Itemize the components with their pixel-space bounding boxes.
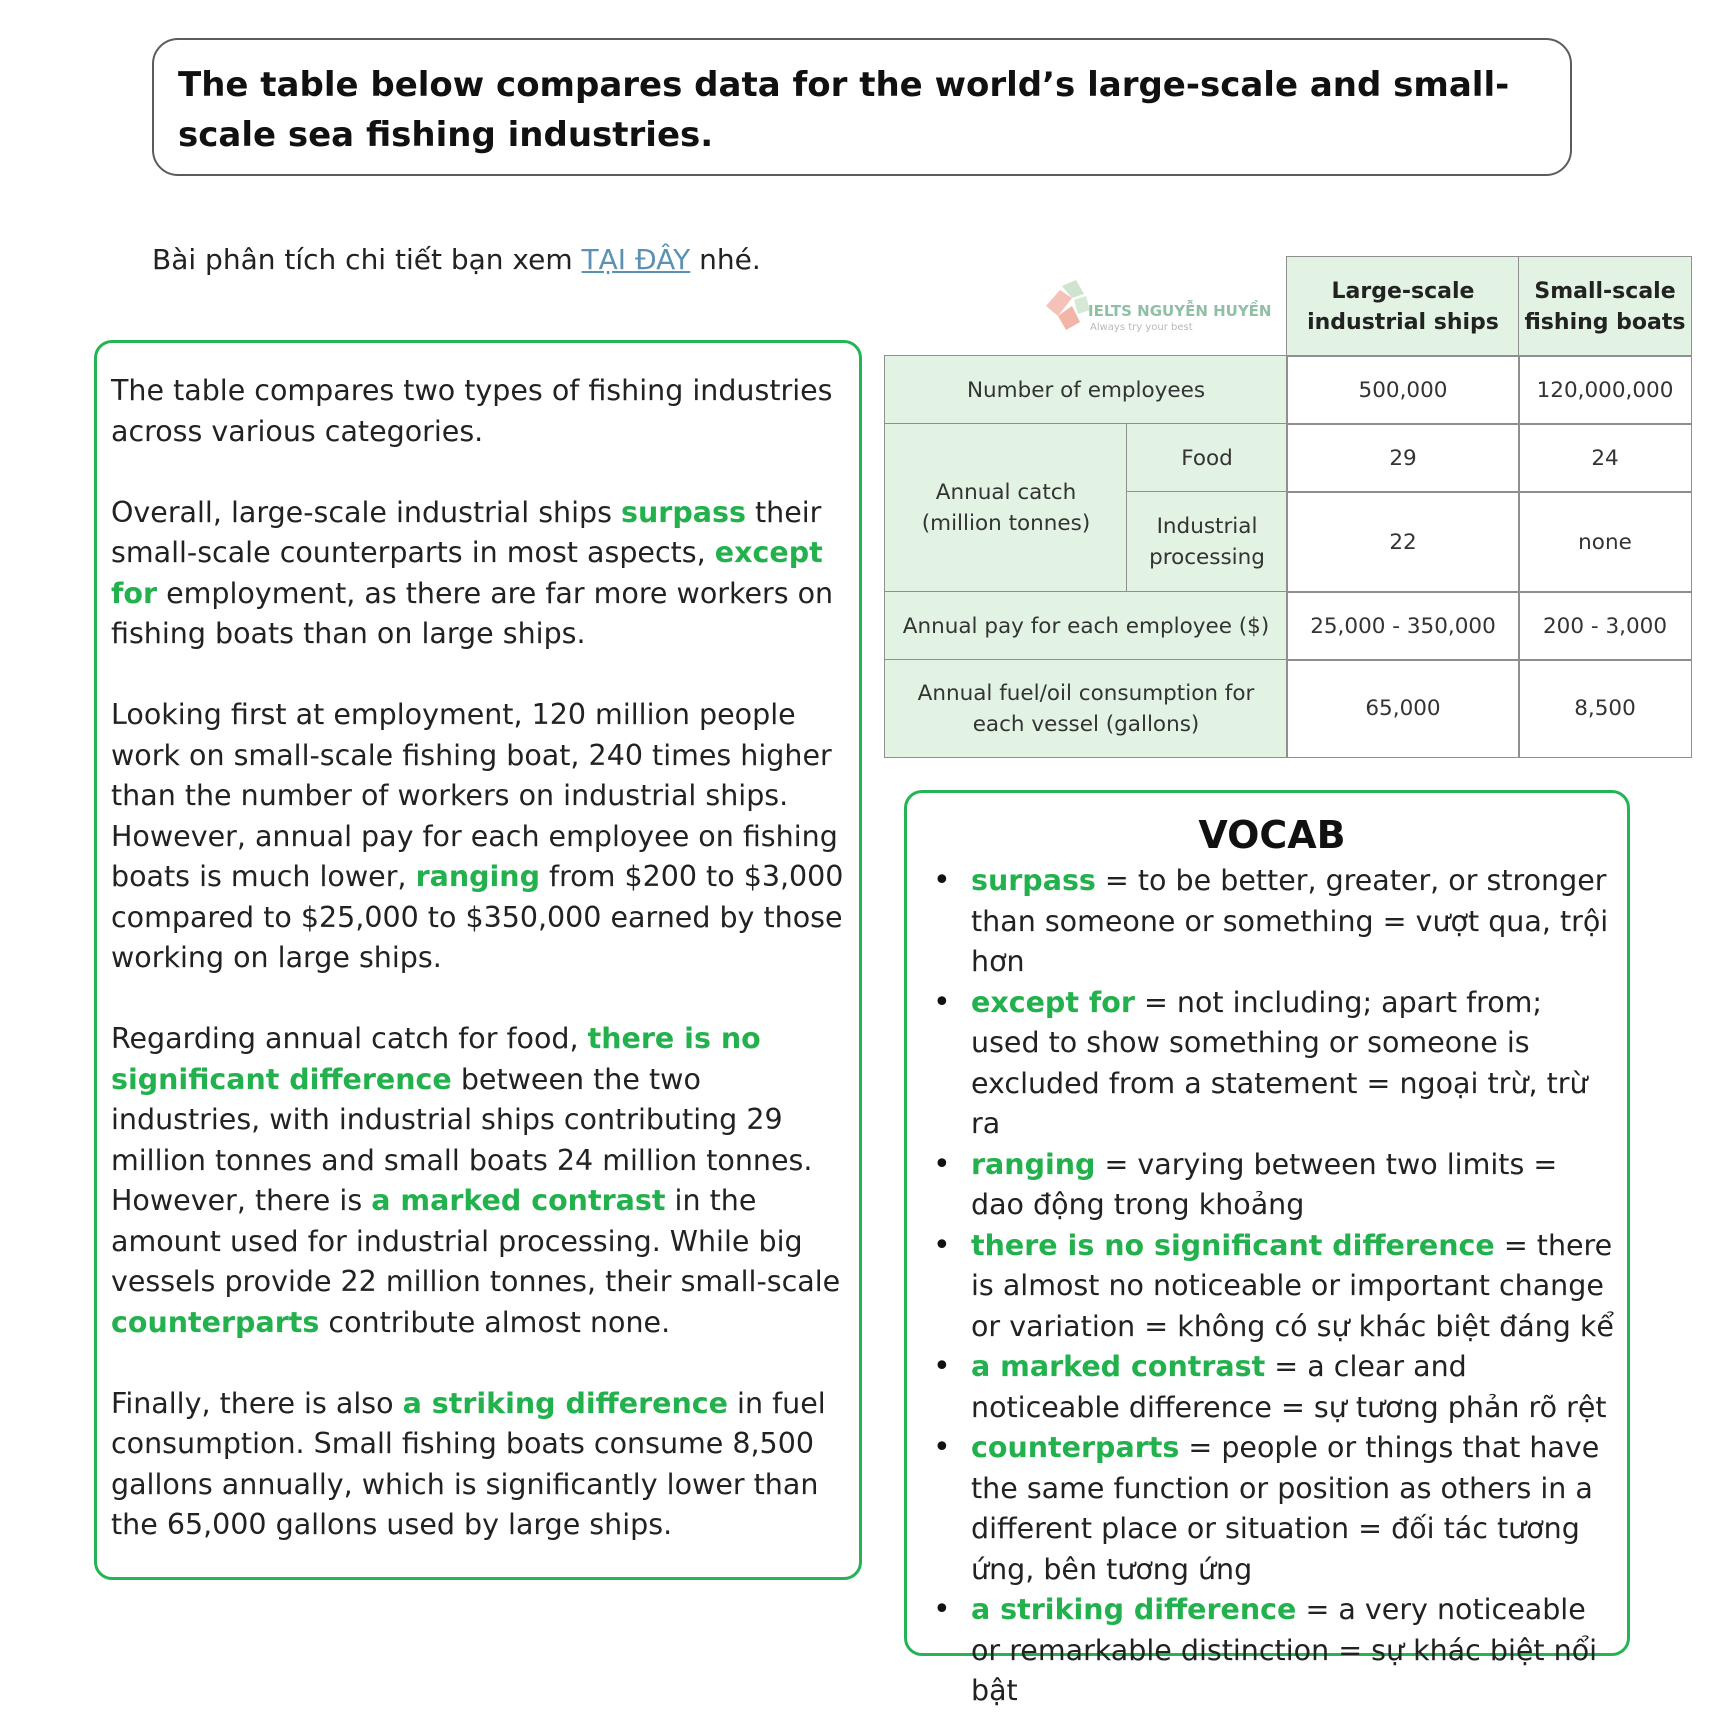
vocab-term: surpass	[971, 864, 1096, 897]
highlight-marked-contrast: a marked contrast	[371, 1184, 666, 1217]
highlight-no-significant-difference: there is no significant difference	[111, 1022, 761, 1096]
task-prompt-text: The table below compares data for the world’s large-scale and small-scale sea fishing industries.	[178, 65, 1510, 155]
bullet-icon: •	[933, 1430, 951, 1465]
intro-text-before: Bài phân tích chi tiết bạn xem	[152, 243, 582, 276]
essay-paragraph-4	[111, 1019, 845, 1343]
vocab-box	[904, 790, 1630, 1707]
highlight-counterparts: counterparts	[111, 1305, 320, 1339]
vocab-item	[929, 1590, 1615, 1712]
bullet-icon: •	[933, 1146, 951, 1182]
essay-text: from $200 to $3,000 compared to $25,000 to $350,000 earned by those working on large ships.	[111, 860, 844, 974]
highlight-except-for: except for	[111, 536, 823, 610]
vocab-term: counterparts	[971, 1431, 1180, 1464]
cell-industrial-large	[1286, 491, 1520, 593]
value-text: 120,000,000	[1536, 377, 1674, 403]
essay-paragraph-3	[111, 695, 845, 979]
value-text: 25,000 - 350,000	[1310, 613, 1496, 639]
cell-food-large	[1286, 423, 1520, 493]
label-text: Annual catch (million tonnes)	[921, 480, 1091, 536]
essay-paragraph-5	[111, 1384, 845, 1546]
header-small-text: Small-scale fishing boats	[1524, 278, 1686, 335]
row-label-pay	[884, 591, 1288, 661]
intro-line	[152, 240, 761, 280]
value-text: 29	[1389, 445, 1417, 471]
vocab-item	[929, 1428, 1615, 1590]
cell-employees-small	[1518, 355, 1692, 425]
bullet-icon: •	[933, 1227, 951, 1263]
bullet-icon: •	[933, 1349, 951, 1384]
essay-p1-text: The table compares two types of fishing industries across various categories.	[111, 374, 833, 448]
vocab-term: a striking difference	[971, 1593, 1297, 1626]
highlight-surpass: surpass	[621, 495, 746, 529]
vocab-definition: = a clear and noticeable difference = sự tương phản rõ rệt	[971, 1350, 1607, 1424]
essay-text: employment, as there are far more workers on fishing boats than on large ships.	[111, 576, 834, 650]
essay-text: Regarding annual catch for food,	[111, 1022, 588, 1055]
intro-text-after: nhé.	[690, 243, 761, 276]
vocab-term: ranging	[971, 1147, 1096, 1181]
brand-logo	[1038, 276, 1270, 344]
task-prompt-box	[152, 38, 1572, 176]
cell-fuel-small	[1518, 659, 1692, 758]
vocab-definition: = people or things that have the same function or position as others in a different place or situation = đối tác tương ứng, bên tương ứng	[971, 1431, 1600, 1586]
value-text: none	[1578, 529, 1632, 555]
vocab-term: there is no significant difference	[971, 1228, 1495, 1262]
vocab-title: VOCAB	[1198, 813, 1346, 857]
vocab-item	[929, 1347, 1615, 1428]
row-label-employees	[884, 355, 1288, 425]
header-small-scale	[1518, 256, 1692, 357]
vocab-definition: = varying between two limits = dao động trong khoảng	[971, 1147, 1558, 1221]
cell-pay-small	[1518, 591, 1692, 661]
vocab-definition: = there is almost no noticeable or important change or variation = không có sự khác biệt đáng kể	[971, 1228, 1614, 1343]
label-text: Industrial processing	[1149, 514, 1265, 570]
value-text: 65,000	[1365, 696, 1441, 721]
value-text: 22	[1389, 529, 1417, 555]
vocab-term: except for	[971, 985, 1135, 1019]
essay-paragraph-1	[111, 371, 845, 452]
vocab-definition: = to be better, greater, or stronger than someone or something = vượt qua, trội hơn	[971, 864, 1609, 978]
row-label-fuel	[884, 659, 1288, 758]
value-text: 200 - 3,000	[1542, 613, 1667, 639]
essay-text: Looking first at employment, 120 million people work on small-scale fishing boat, 240 times higher than the number of workers on industrial ships. However, annual pay for each employee on fishing boats is much lower,	[111, 698, 838, 893]
cell-industrial-small	[1518, 491, 1692, 593]
bullet-icon: •	[933, 1592, 951, 1627]
highlight-ranging: ranging	[415, 860, 540, 893]
header-large-scale	[1286, 256, 1520, 357]
cell-employees-large	[1286, 355, 1520, 425]
essay-box	[94, 340, 862, 1580]
essay-text: between the two industries, with industrial ships contributing 29 million tonnes and small boats 24 million tonnes. However, there is	[111, 1062, 813, 1217]
row-label-annual-catch	[884, 423, 1128, 593]
detail-link[interactable]: TẠI ĐÂY	[581, 243, 691, 276]
essay-paragraph-2	[111, 493, 845, 655]
essay-text: Finally, there is also	[111, 1386, 403, 1420]
vocab-item	[929, 861, 1615, 983]
vocab-term: a marked contrast	[971, 1350, 1266, 1383]
vocab-item	[929, 1226, 1615, 1348]
label-text: Food	[1181, 445, 1233, 471]
essay-text: their small-scale counterparts in most aspects,	[111, 495, 822, 569]
logo-title: IELTS NGUYỄN HUYỀN	[1088, 302, 1272, 320]
label-text: Annual fuel/oil consumption for each vessel (gallons)	[917, 680, 1255, 737]
highlight-striking-difference: a striking difference	[402, 1386, 728, 1420]
bullet-icon: •	[933, 984, 951, 1020]
cell-food-small	[1518, 423, 1692, 493]
value-text: 24	[1591, 445, 1619, 471]
cell-fuel-large	[1286, 659, 1520, 758]
logo-subtitle: Always try your best	[1090, 322, 1193, 333]
essay-text: in the amount used for industrial processing. While big vessels provide 22 million tonnes, their small-scale	[111, 1184, 841, 1298]
label-text: Number of employees	[966, 377, 1206, 403]
cell-pay-large	[1286, 591, 1520, 661]
vocab-definition: = not including; apart from; used to show something or someone is excluded from a statement = ngoại trừ, trừ ra	[971, 985, 1588, 1140]
essay-text: in fuel consumption. Small fishing boats consume 8,500 gallons annually, which is significantly lower than the 65,000 gallons used by large ships.	[111, 1386, 826, 1541]
vocab-item	[929, 983, 1615, 1145]
bullet-icon: •	[933, 863, 951, 898]
value-text: 8,500	[1574, 696, 1636, 721]
essay-text: contribute almost none.	[319, 1305, 671, 1339]
vocab-list	[929, 861, 1615, 1712]
row-label-food	[1126, 423, 1288, 493]
logo-mark-icon	[1038, 276, 1092, 336]
essay-text: Overall, large-scale industrial ships	[111, 495, 622, 529]
vocab-definition: = a very noticeable or remarkable distinction = sự khác biệt nổi bật	[971, 1593, 1598, 1707]
label-text: Annual pay for each employee ($)	[902, 613, 1270, 639]
header-large-text: Large-scale industrial ships	[1307, 278, 1499, 335]
vocab-item	[929, 1145, 1615, 1226]
value-text: 500,000	[1358, 377, 1448, 403]
row-label-industrial	[1126, 491, 1288, 593]
data-table	[884, 256, 1692, 758]
